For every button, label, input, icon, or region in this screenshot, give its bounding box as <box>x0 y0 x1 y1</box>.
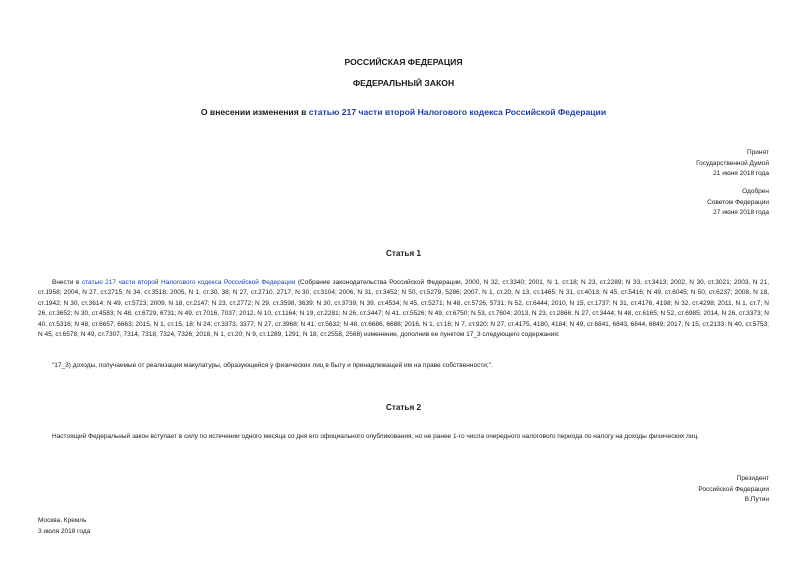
document-type: ФЕДЕРАЛЬНЫЙ ЗАКОН <box>352 78 455 88</box>
adopted-line-2: Государственной Думой <box>696 159 769 167</box>
title-link-article-217[interactable]: статью 217 части второй Налогового кодекса Российской Федерации <box>308 107 607 117</box>
adopted-block <box>696 148 769 180</box>
approved-line-2: Советом Федерации <box>707 198 769 206</box>
approved-date: 27 июня 2018 года <box>713 209 769 216</box>
place: Москва, Кремль <box>38 517 87 524</box>
adopted-date: 21 июня 2018 года <box>713 170 769 177</box>
article-1-quote: "17_3) доходы, получаемые от реализации макулатуры, образующейся у физических лиц в быту и принадлежащей им на праве собственности;". <box>52 362 493 369</box>
country-heading: РОССИЙСКАЯ ФЕДЕРАЦИЯ <box>344 57 463 67</box>
article-1-link[interactable]: статью 217 части второй Налогового кодекса Российской Федерации <box>81 279 296 286</box>
signature-line-2: Российской Федерации <box>698 485 769 493</box>
place-date-block <box>38 516 90 537</box>
article-1-title: Статья 1 <box>385 249 422 258</box>
article-2-title: Статья 2 <box>385 403 422 412</box>
article-1-suffix: (Собрание законодательства Российской Федерации, 2000, N 32, ст.3340; 2001, N 1, ст.18; N 23, ст.2289; N 33, ст.3413; 2002, N 30, ст.3021; 2003, N 21, ст.1958; 2004, N 27, ст.2715; N 34, ст.3518; 2005, N 1, ст.30, 38; N 27, ст.2710, 2717; N 30, ст.3104; 2006, N 31, ст.3452; N 50, ст.5279, 5286; 2007, N 1, ст.20; N 13, ст.1465; N 31, ст.4013; N 45, ст.5416; N 49, ст.6045; N 50, ст.6237; 2008, N 18, ст.1942; N 30, ст.3614; N 49, ст.5723; 2009, N 18, ст.2147; N 23, ст.2772; N 29, ст.3598, 3639; N 30, ст.3739; N 39, ст.4534; N 45, ст.5271; N 48, ст.5726, 5731; N 52, ст.6444; 2010, N 15, ст.1737; N 31, ст.4176, 4198; N 32, ст.4298; 2011, N 1, ст.7; N 26, ст.3652; N 30, ст.4583; N 48, ст.6729, 6731; N 49, ст.7016, 7037; 2012, N 10, ст.1164; N 19, ст.2281; N 26, ст.3447; N 41, ст.5526; N 49, ст.6750; N 53, ст.7604; 2013, N 23, ст.2866; N 27, ст.3444; N 48, ст.6165; N 52, ст.6985; 2014, N 26, ст.3373; N 40, ст.5316; N 48, ст.6657, 6663; 2015, N 1, ст.15, 18; N 24, ст.3373, 3377; N 27, ст.3968; N 41, ст.5632; N 48, ст.6686, 6688; 2016, N 1, ст.16; N 7, ст.920; N 27, ст.4175, 4180, 4184; N 49, ст.6841, 6843, 6844, 6849; 2017, N 15, ст.2133; N 40, ст.5753; N 45, ст.6578; N 49, ст.7307, 7314, 7318, 7324, 7326; 2018, N 1, ст.20; N 9, ст.1289, 1291; N 18, ст.2558, 2568) изменение, дополнив ее пунктом 17_3 следующего содержания: <box>38 279 770 339</box>
signature-name: В.Путин <box>744 496 769 503</box>
approved-line-1: Одобрен <box>742 188 769 195</box>
title-prefix: О внесении изменения в <box>200 107 309 117</box>
article-1-text <box>38 278 769 340</box>
signing-date: 3 июля 2018 года <box>38 527 91 535</box>
document-title <box>0 107 807 117</box>
approved-block <box>707 187 769 219</box>
adopted-line-1: Принят <box>746 149 769 156</box>
article-1-prefix: Внести в <box>52 279 82 286</box>
article-2-text: Настоящий Федеральный закон вступает в силу по истечении одного месяца со дня его официального опубликования, но не ранее 1-го числа очередного налогового периода по налогу на доходы физических лиц. <box>52 433 699 440</box>
signature-block <box>698 474 769 506</box>
signature-line-1: Президент <box>736 475 769 482</box>
